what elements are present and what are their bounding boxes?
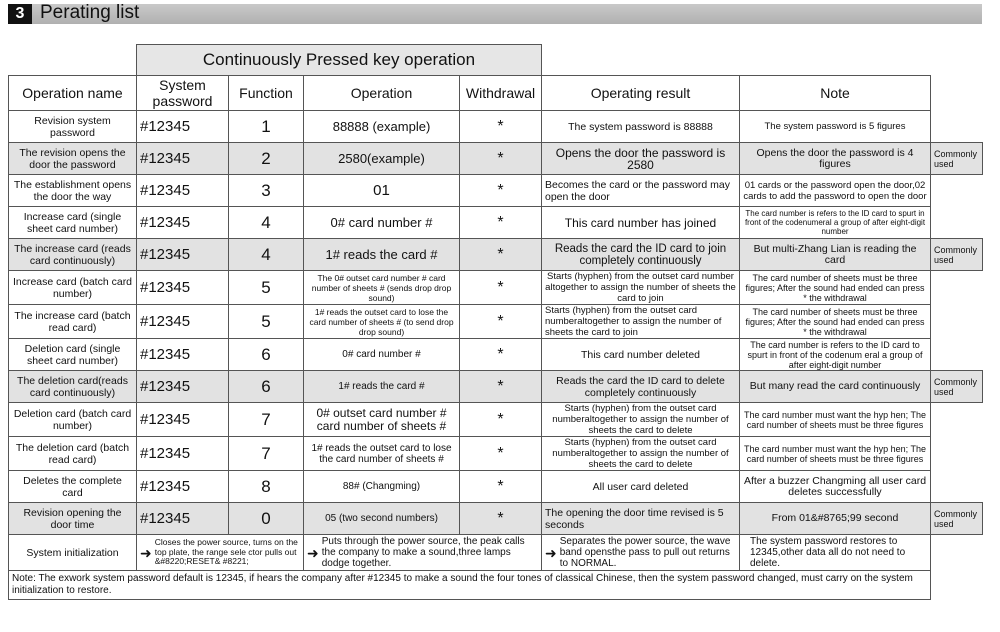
- withdrawal: *: [460, 503, 542, 535]
- operating-result: Starts (hyphen) from the outset card numberaltogether to assign the number of sheets the card to delete: [542, 403, 740, 437]
- note: From 01&#8765;99 second: [740, 503, 931, 535]
- operation-name: Revision system password: [9, 111, 137, 143]
- operating-result: Starts (hyphen) from the outset card number altogether to assign the number of sheets the card to join: [542, 271, 740, 305]
- commonly-used-badge: Commonly used: [931, 503, 983, 535]
- section-number: 3: [8, 4, 32, 24]
- table-row: [9, 339, 983, 371]
- system-initialization-row: [9, 535, 983, 571]
- system-password: #12345: [137, 207, 229, 239]
- operation: 0# card number #: [304, 339, 460, 371]
- section-header-bar: [8, 4, 982, 24]
- table-row: [9, 239, 983, 271]
- withdrawal: *: [460, 111, 542, 143]
- right-arrow-icon: ➜: [140, 544, 152, 561]
- withdrawal: *: [460, 371, 542, 403]
- system-password: #12345: [137, 271, 229, 305]
- function-number: 8: [229, 471, 304, 503]
- function-number: 3: [229, 175, 304, 207]
- table-row: [9, 371, 983, 403]
- table-row: [9, 271, 983, 305]
- withdrawal: *: [460, 305, 542, 339]
- system-password: #12345: [137, 305, 229, 339]
- note: The card number of sheets must be three figures; After the sound had ended can press * the withdrawal: [740, 271, 931, 305]
- function-number: 7: [229, 437, 304, 471]
- function-number: 5: [229, 305, 304, 339]
- function-number: 7: [229, 403, 304, 437]
- withdrawal: *: [460, 143, 542, 175]
- function-number: 4: [229, 207, 304, 239]
- system-password: #12345: [137, 403, 229, 437]
- system-password: #12345: [137, 471, 229, 503]
- system-password: #12345: [137, 503, 229, 535]
- header-system-password: System password: [137, 76, 229, 111]
- table-row: [9, 403, 983, 437]
- operation: 88# (Changming): [304, 471, 460, 503]
- operation-name: Deletes the complete card: [9, 471, 137, 503]
- init-step-2: ➜ Puts through the power source, the peak calls the company to make a sound,three lamps dodge together.: [304, 535, 542, 571]
- continuous-operation-banner: Continuously Pressed key operation: [137, 45, 542, 76]
- withdrawal: *: [460, 175, 542, 207]
- withdrawal: *: [460, 403, 542, 437]
- operating-result: Reads the card the ID card to delete completely continuously: [542, 371, 740, 403]
- operating-result: The system password is 88888: [542, 111, 740, 143]
- system-password: #12345: [137, 437, 229, 471]
- table-row: [9, 175, 983, 207]
- withdrawal: *: [460, 437, 542, 471]
- operating-list-table: [8, 44, 983, 600]
- note: The card number must want the hyp hen; The card number of sheets must be three figures: [740, 403, 931, 437]
- system-password: #12345: [137, 339, 229, 371]
- operation: 05 (two second numbers): [304, 503, 460, 535]
- table-row: [9, 207, 983, 239]
- function-number: 4: [229, 239, 304, 271]
- operation: 1# reads the outset card to lose the card number of sheets #: [304, 437, 460, 471]
- operation: The 0# outset card number # card number of sheets # (sends drop drop sound): [304, 271, 460, 305]
- header-operation-name: Operation name: [9, 76, 137, 111]
- withdrawal: *: [460, 471, 542, 503]
- table-row: [9, 305, 983, 339]
- section-title: Perating list: [40, 2, 140, 23]
- operation-name: The increase card (batch read card): [9, 305, 137, 339]
- operation-name: The revision opens the door the password: [9, 143, 137, 175]
- footnote: Note: The exwork system password default is 12345, if hears the company after #12345 to make a sound the four tones of classical Chinese, then the system password changed, must carry on the system initialization to restore.: [9, 571, 931, 600]
- operating-result: Opens the door the password is 2580: [542, 143, 740, 175]
- operating-result: This card number has joined: [542, 207, 740, 239]
- note: After a buzzer Changming all user card deletes successfully: [740, 471, 931, 503]
- operation: 01: [304, 175, 460, 207]
- init-note: The system password restores to 12345,other data all do not need to delete.: [740, 535, 931, 571]
- system-password: #12345: [137, 111, 229, 143]
- system-password: #12345: [137, 371, 229, 403]
- operation: 0# card number #: [304, 207, 460, 239]
- right-arrow-icon: ➜: [307, 544, 319, 561]
- note: The card number is refers to the ID card to spurt in front of the codenumeral a group of after eight-digit number: [740, 207, 931, 239]
- note: The card number must want the hyp hen; The card number of sheets must be three figures: [740, 437, 931, 471]
- operating-result: Starts (hyphen) from the outset card numberaltogether to assign the number of sheets the card to join: [542, 305, 740, 339]
- function-number: 5: [229, 271, 304, 305]
- note: 01 cards or the password open the door,02 cards to add the password to open the door: [740, 175, 931, 207]
- operation: 1# reads the card #: [304, 371, 460, 403]
- operating-result: Starts (hyphen) from the outset card numberaltogether to assign the number of sheets the card to delete: [542, 437, 740, 471]
- note: The system password is 5 figures: [740, 111, 931, 143]
- operation-name: The deletion card (batch read card): [9, 437, 137, 471]
- operation-name: Deletion card (batch card number): [9, 403, 137, 437]
- note: But multi-Zhang Lian is reading the card: [740, 239, 931, 271]
- header-withdrawal: Withdrawal: [460, 76, 542, 111]
- system-password: #12345: [137, 143, 229, 175]
- note: The card number of sheets must be three figures; After the sound had ended can press * the withdrawal: [740, 305, 931, 339]
- note: Opens the door the password is 4 figures: [740, 143, 931, 175]
- operation-name: The deletion card(reads card continuously): [9, 371, 137, 403]
- operating-result: All user card deleted: [542, 471, 740, 503]
- operating-result: The opening the door time revised is 5 seconds: [542, 503, 740, 535]
- function-number: 2: [229, 143, 304, 175]
- table-row: [9, 503, 983, 535]
- right-arrow-icon: ➜: [545, 544, 557, 561]
- operating-result: Reads the card the ID card to join completely continuously: [542, 239, 740, 271]
- system-password: #12345: [137, 175, 229, 207]
- init-step-3: ➜ Separates the power source, the wave band opensthe pass to pull out returns to NORMAL.: [542, 535, 740, 571]
- operation-name: Revision opening the door time: [9, 503, 137, 535]
- operation-name: System initialization: [9, 535, 137, 571]
- operation-name: The increase card (reads card continuously): [9, 239, 137, 271]
- operating-result: This card number deleted: [542, 339, 740, 371]
- withdrawal: *: [460, 239, 542, 271]
- header-operating-result: Operating result: [542, 76, 740, 111]
- commonly-used-badge: Commonly used: [931, 143, 983, 175]
- operation-name: The establishment opens the door the way: [9, 175, 137, 207]
- note: But many read the card continuously: [740, 371, 931, 403]
- table-row: [9, 437, 983, 471]
- withdrawal: *: [460, 339, 542, 371]
- header-note: Note: [740, 76, 931, 111]
- operation: 0# outset card number # card number of sheets #: [304, 403, 460, 437]
- operation: 88888 (example): [304, 111, 460, 143]
- operation: 1# reads the outset card to lose the card number of sheets # (to send drop drop sound): [304, 305, 460, 339]
- function-number: 6: [229, 339, 304, 371]
- header-function: Function: [229, 76, 304, 111]
- function-number: 6: [229, 371, 304, 403]
- operating-result: Becomes the card or the password may open the door: [542, 175, 740, 207]
- operation: 2580(example): [304, 143, 460, 175]
- operation-name: Deletion card (single sheet card number): [9, 339, 137, 371]
- operation: 1# reads the card #: [304, 239, 460, 271]
- operation-name: Increase card (single sheet card number): [9, 207, 137, 239]
- header-operation: Operation: [304, 76, 460, 111]
- operation-name: Increase card (batch card number): [9, 271, 137, 305]
- withdrawal: *: [460, 207, 542, 239]
- table-row: [9, 471, 983, 503]
- note: The card number is refers to the ID card to spurt in front of the codenum eral a group of after eight-digit number: [740, 339, 931, 371]
- withdrawal: *: [460, 271, 542, 305]
- commonly-used-badge: Commonly used: [931, 239, 983, 271]
- commonly-used-badge: Commonly used: [931, 371, 983, 403]
- table-row: [9, 111, 983, 143]
- function-number: 1: [229, 111, 304, 143]
- system-password: #12345: [137, 239, 229, 271]
- function-number: 0: [229, 503, 304, 535]
- init-step-1: ➜ Closes the power source, turns on the top plate, the range sele ctor pulls out &#8220;RESET& #8221;: [137, 535, 304, 571]
- table-row: [9, 143, 983, 175]
